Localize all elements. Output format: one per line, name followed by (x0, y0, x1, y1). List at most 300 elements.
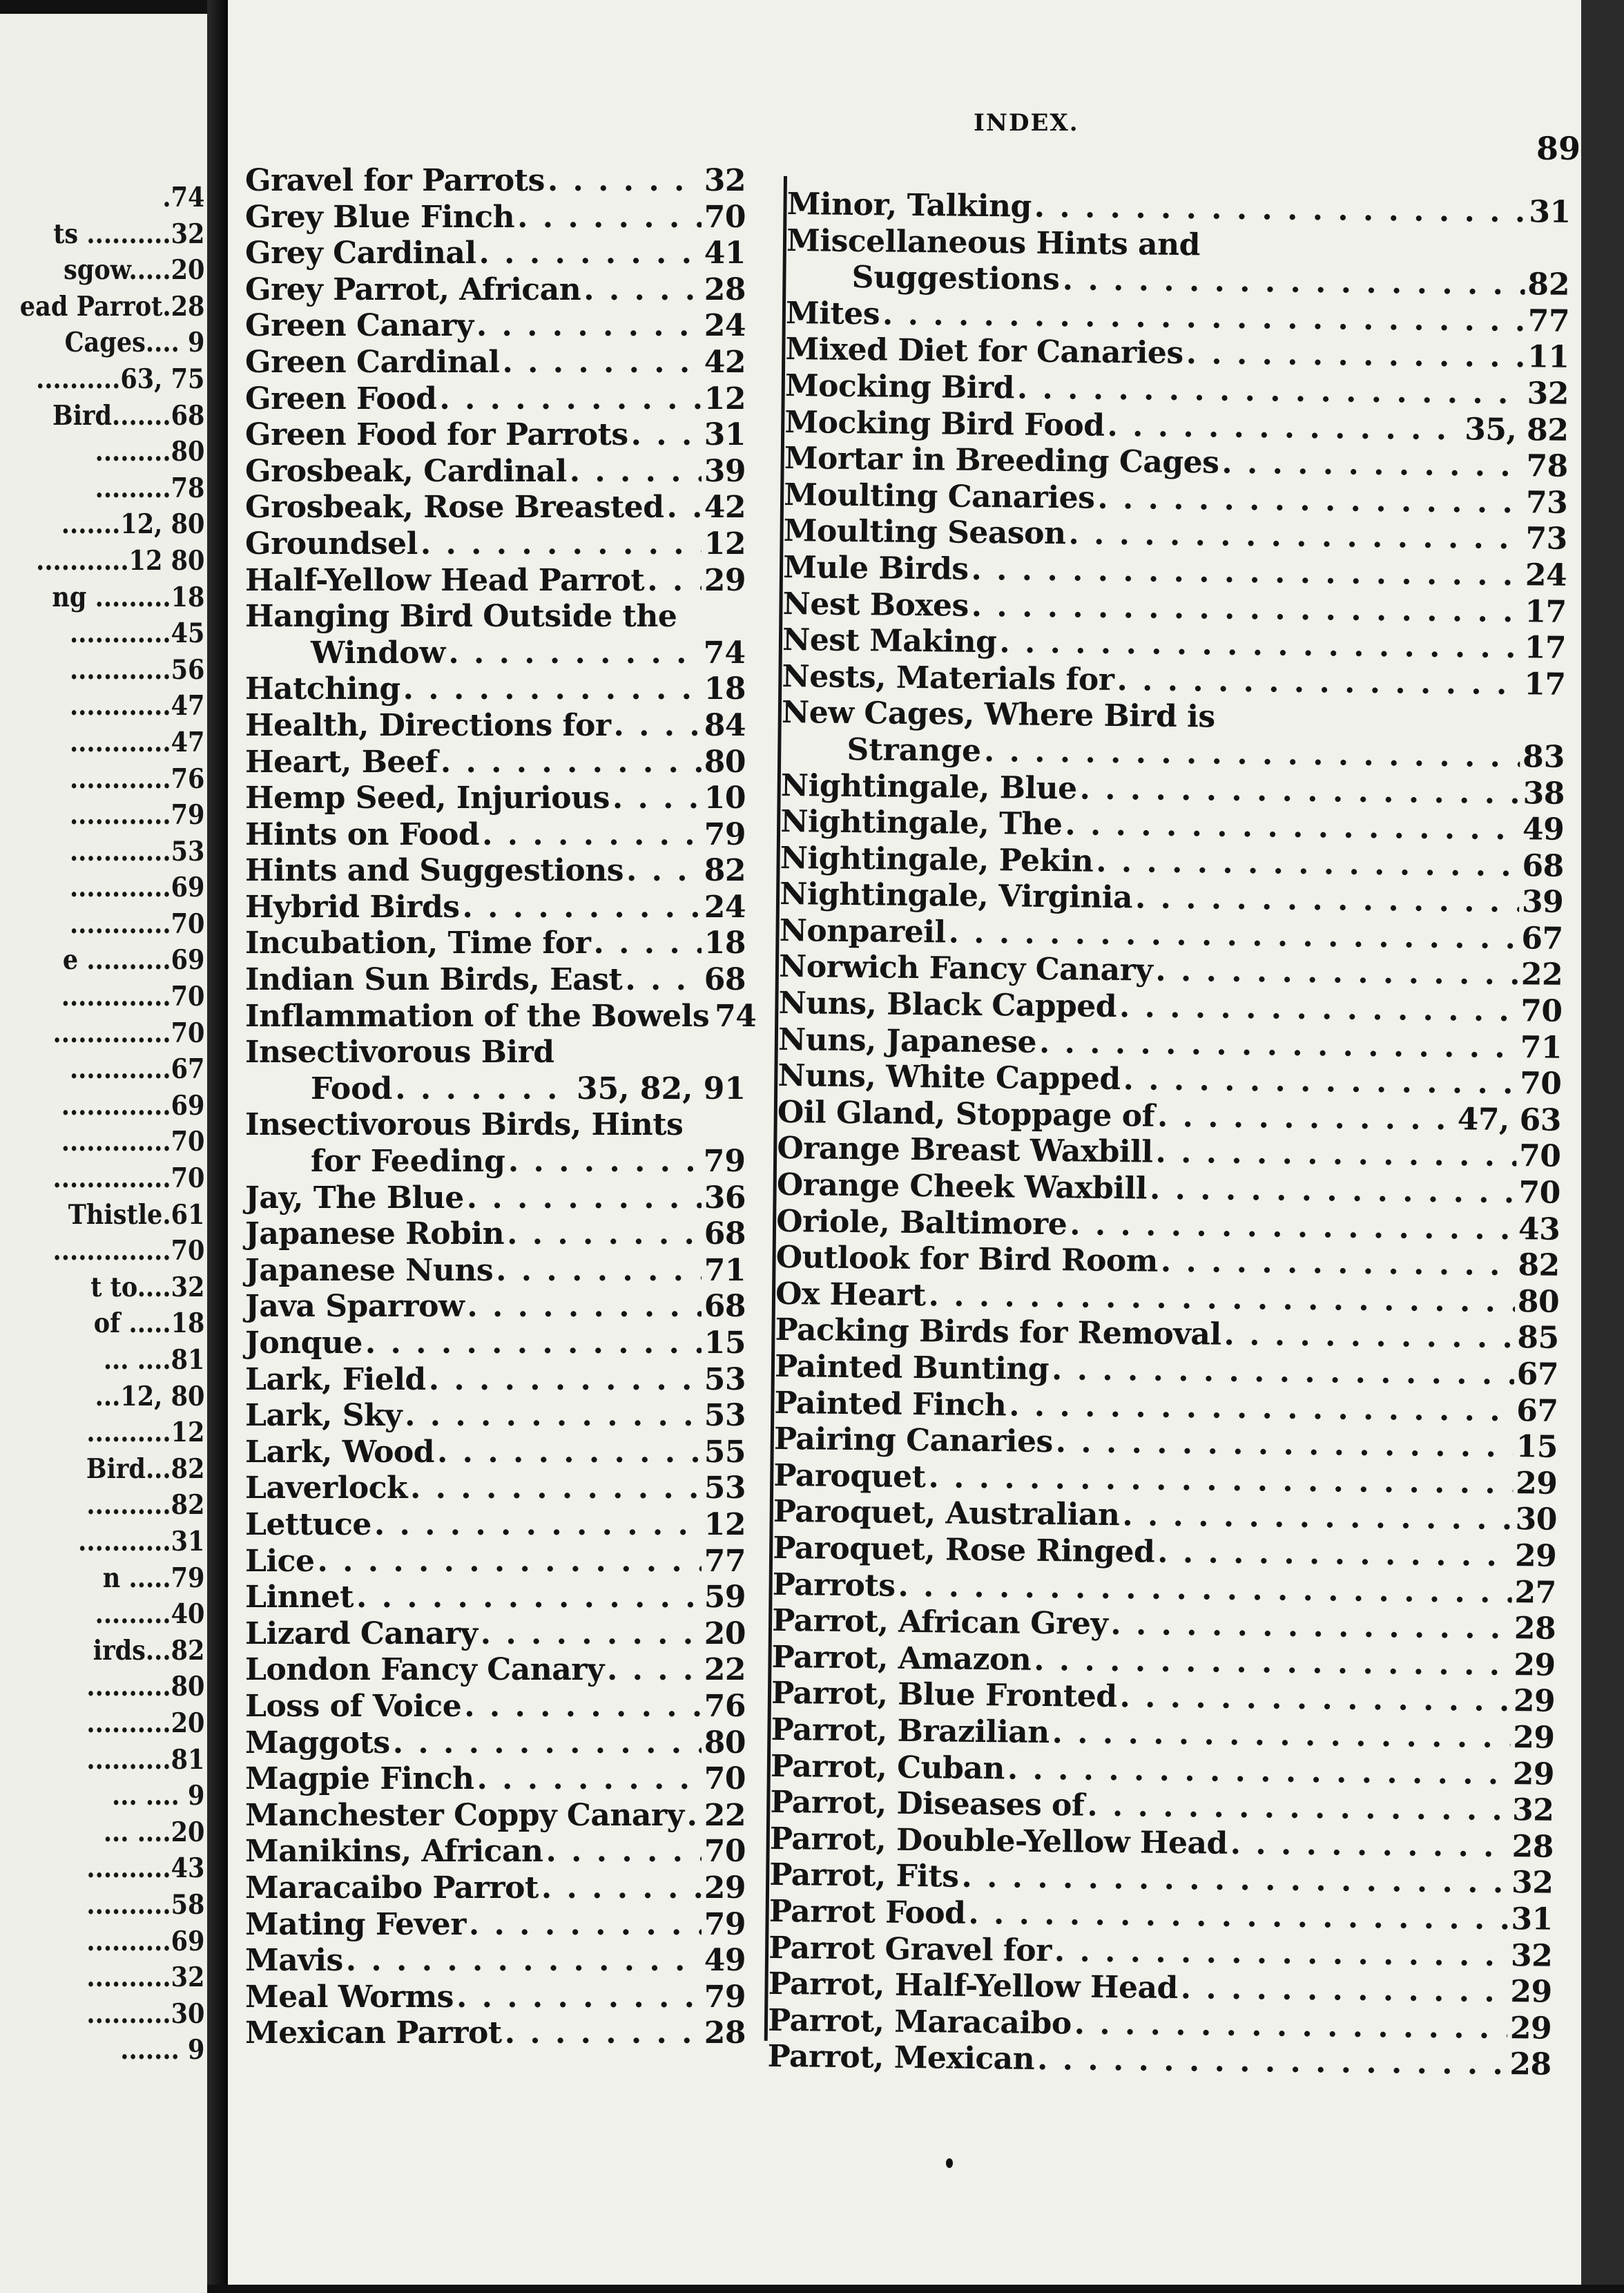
entry-page: 15 (704, 1325, 746, 1361)
entry-page: 53 (704, 1470, 746, 1506)
entry-name: Parrots (772, 1566, 896, 1604)
entry-page: 32 (1511, 1792, 1554, 1828)
dot-leader (1096, 843, 1520, 884)
dot-leader (507, 1216, 702, 1253)
dot-leader (614, 708, 702, 745)
entry-page: 29 (704, 1870, 746, 1906)
previous-page-entry-fragment: ............53 (69, 835, 204, 867)
ink-spot (946, 2158, 953, 2168)
dot-leader (517, 200, 702, 236)
dot-leader (410, 1470, 702, 1507)
entry-name: Indian Sun Birds, East (245, 962, 623, 998)
entry-page: 55 (704, 1434, 746, 1470)
entry-page: 31 (1529, 194, 1571, 230)
entry-page: 18 (704, 925, 746, 961)
entry-page: 67 (1516, 1356, 1559, 1392)
entry-name: Nightingale, Virginia (780, 876, 1133, 916)
previous-page-entry-fragment: ..........80 (86, 1671, 205, 1703)
index-entry (245, 780, 746, 817)
entry-name: Nonpareil (779, 912, 946, 950)
entry-name: Parrot, African Grey (771, 1603, 1108, 1642)
dot-leader (541, 1870, 702, 1907)
entry-page: 73 (1525, 484, 1568, 521)
index-entry (245, 1798, 746, 1834)
previous-page-entry-fragment: ............47 (69, 690, 204, 722)
entry-name: Suggestions (851, 260, 1061, 298)
entry-name: Painted Finch (774, 1385, 1007, 1423)
entry-page: 70 (704, 1834, 746, 1870)
entry-page: 67 (1521, 921, 1563, 957)
dot-leader (479, 236, 702, 272)
entry-page: 80 (1517, 1283, 1560, 1320)
entry-page: 17 (1524, 630, 1567, 666)
dot-leader (1161, 1244, 1516, 1284)
previous-page-entry-fragment: ............76 (69, 762, 204, 795)
entry-page: 59 (704, 1580, 746, 1615)
entry-name: Mexican Parrot (245, 2015, 502, 2051)
dot-leader (961, 1859, 1509, 1901)
dot-leader (612, 780, 702, 817)
index-entry (245, 1325, 746, 1362)
previous-page-entry-fragment: .........78 (95, 472, 204, 504)
entry-page: 38 (1522, 775, 1565, 812)
dot-leader (1054, 1933, 1509, 1974)
entry-page: 53 (704, 1361, 746, 1397)
previous-page-entry-fragment: ead Parrot.28 (19, 290, 204, 323)
dot-leader (583, 272, 702, 309)
dot-leader (317, 1544, 701, 1580)
index-entry (245, 1870, 746, 1907)
index-entry-continuation (245, 1144, 746, 1180)
dot-leader (481, 1616, 702, 1653)
previous-page-entry-fragment: ... ....20 (103, 1816, 204, 1848)
previous-page-entry-fragment: .............70 (61, 981, 204, 1013)
previous-page-entry-fragment: ..............70 (52, 1235, 204, 1267)
dot-leader (1034, 189, 1527, 231)
index-entry (245, 599, 746, 635)
index-entry (245, 308, 746, 345)
entry-page: 74 (703, 635, 746, 671)
entry-name: Oil Gland, Stoppage of (777, 1094, 1155, 1134)
entry-page: 10 (704, 780, 746, 816)
previous-page-entry-fragment: .74 (162, 182, 204, 213)
index-entry (245, 1979, 746, 2016)
index-entry-continuation (245, 1071, 746, 1108)
entry-name: Maracaibo Parrot (245, 1870, 539, 1906)
index-entry (245, 890, 746, 926)
entry-page: 12 (704, 526, 746, 562)
dot-leader (469, 1907, 702, 1944)
entry-name: Outlook for Bird Room (775, 1240, 1159, 1279)
index-entry (245, 563, 746, 599)
previous-page-entry-fragment: sgow.....20 (63, 254, 204, 287)
dot-leader (948, 914, 1518, 957)
entry-page: 28 (1509, 2046, 1552, 2083)
entry-page: 29 (1514, 1647, 1556, 1683)
entry-page: 29 (1512, 1756, 1555, 1792)
entry-name: Nuns, Japanese (777, 1021, 1037, 1060)
dot-leader (999, 624, 1522, 666)
index-entry (767, 2039, 1551, 2083)
entry-name: Parrot, Double-Yellow Head (769, 1821, 1228, 1861)
dot-leader (1155, 1135, 1516, 1175)
dot-leader (626, 853, 702, 890)
entry-name: Mocking Bird (784, 367, 1015, 406)
index-entry (245, 1435, 746, 1471)
entry-page: 76 (704, 1688, 746, 1724)
entry-name: Grey Blue Finch (245, 199, 515, 235)
dot-leader (1110, 1606, 1511, 1647)
dot-leader (508, 1144, 701, 1180)
entry-page: 32 (1511, 1865, 1554, 1901)
entry-name: Heart, Beef (245, 744, 438, 780)
entry-page: 11 (1527, 339, 1569, 376)
entry-page: 35, 82 (1464, 411, 1569, 448)
previous-page-entry-fragment: .......12, 80 (61, 508, 204, 541)
index-entry (245, 163, 746, 200)
entry-name: Lettuce (245, 1506, 371, 1542)
index-entry (245, 236, 746, 272)
entry-name: Painted Bunting (774, 1348, 1050, 1388)
dot-leader (1052, 1715, 1510, 1756)
entry-page: 70 (704, 199, 746, 235)
entry-page: 79 (703, 1144, 746, 1180)
entry-name: Parrot, Diseases of (770, 1784, 1085, 1823)
entry-page: 49 (1522, 812, 1565, 847)
entry-name: Java Sparrow (245, 1289, 465, 1325)
dot-leader (971, 552, 1522, 594)
entry-page: 35, 82, 91 (577, 1071, 746, 1106)
entry-name: Grosbeak, Cardinal (245, 453, 567, 489)
dot-leader (1221, 445, 1524, 485)
dot-leader (1007, 1751, 1510, 1792)
index-entry (245, 1362, 746, 1399)
entry-name: Nightingale, Pekin (780, 840, 1094, 879)
entry-page: 47, 63 (1457, 1102, 1562, 1138)
entry-page: 39 (1521, 884, 1564, 921)
index-entry (245, 2015, 746, 2052)
dot-leader (647, 563, 702, 599)
index-page (228, 0, 1581, 2285)
previous-page-entry-fragment: ..........32 (86, 1961, 205, 1994)
entry-name: Parrot, Fits (769, 1857, 959, 1895)
entry-page: 12 (704, 1506, 746, 1542)
entry-page: 79 (704, 1906, 746, 1942)
previous-page-entry-fragment: Bird...82 (86, 1452, 205, 1485)
entry-page: 68 (1522, 847, 1565, 884)
entry-name: Maggots (245, 1725, 390, 1760)
entry-name: Food (311, 1071, 393, 1106)
entry-page: 27 (1514, 1574, 1557, 1611)
entry-page: 74 (715, 998, 757, 1034)
index-entry (245, 454, 746, 490)
dot-leader (1186, 336, 1525, 376)
dot-leader (1037, 2042, 1507, 2083)
dot-leader (448, 635, 700, 672)
index-entry (245, 925, 746, 962)
dot-leader (420, 526, 702, 563)
entry-name: Parrot, Blue Fronted (771, 1676, 1117, 1715)
entry-name: Lark, Field (245, 1361, 426, 1397)
entry-page: 71 (704, 1252, 746, 1288)
index-entry (245, 1107, 746, 1144)
dot-leader (625, 962, 701, 999)
dot-leader (972, 588, 1522, 630)
entry-page: 31 (704, 417, 746, 453)
entry-page: 68 (704, 1216, 746, 1252)
entry-page: 67 (1516, 1392, 1558, 1429)
previous-page-entry-fragment: ............69 (69, 872, 204, 904)
index-entry (245, 1652, 746, 1689)
dot-leader (1074, 2006, 1508, 2046)
entry-page: 36 (704, 1180, 746, 1216)
dot-leader (1055, 1424, 1513, 1466)
entry-page: 85 (1517, 1320, 1559, 1356)
previous-page-entry-fragment: Bird.......68 (52, 399, 204, 432)
entry-name: Green Food (245, 381, 437, 416)
dot-leader (1224, 1317, 1514, 1356)
entry-page: 43 (1518, 1211, 1560, 1247)
previous-page-entry-fragment: ............79 (69, 799, 204, 832)
dot-leader (374, 1507, 702, 1544)
entry-name: Loss of Voice (245, 1688, 462, 1724)
previous-page-entry-fragment: ..........12 (86, 1417, 205, 1449)
dot-leader (505, 2015, 702, 2052)
dot-leader (548, 163, 702, 200)
index-entry (245, 417, 746, 454)
entry-page: 70 (1518, 1175, 1561, 1211)
previous-page-entry-fragment: ...........12 80 (35, 544, 204, 577)
dot-leader (631, 417, 702, 454)
entry-name: Magpie Finch (245, 1761, 474, 1797)
entry-page: 29 (1509, 2010, 1552, 2046)
entry-name: Strange (847, 731, 982, 769)
entry-name: Minor, Talking (786, 186, 1032, 224)
entry-page: 29 (1513, 1683, 1556, 1720)
index-entry-continuation (245, 635, 746, 672)
entry-page: 42 (704, 344, 746, 380)
entry-name: Nuns, Black Capped (778, 985, 1117, 1025)
entry-name: Half-Yellow Head Parrot (245, 562, 645, 598)
dot-leader (607, 1652, 702, 1689)
entry-name: London Fancy Canary (245, 1652, 604, 1688)
entry-page: 24 (704, 889, 746, 925)
dot-leader (467, 1289, 701, 1325)
dot-leader (1065, 807, 1520, 847)
dot-leader (1079, 771, 1520, 812)
index-column-2 (767, 186, 1571, 2084)
entry-page: 68 (704, 1289, 746, 1325)
dot-leader (1097, 480, 1523, 521)
entry-page: 29 (1510, 1974, 1552, 2010)
entry-name: Norwich Fancy Canary (778, 949, 1153, 989)
entry-page: 28 (704, 2015, 746, 2051)
index-entry (245, 1035, 746, 1071)
index-entry (245, 962, 746, 999)
index-entry (245, 345, 746, 381)
entry-page: 70 (1520, 993, 1563, 1029)
dot-leader (1123, 1062, 1517, 1102)
index-entry (245, 1289, 746, 1325)
previous-page-entry-fragment: ............47 (69, 726, 204, 758)
entry-name: Lark, Wood (245, 1434, 435, 1470)
index-entry (245, 490, 746, 526)
entry-page: 71 (1520, 1029, 1563, 1066)
index-entry (245, 1907, 746, 1944)
entry-name: Paroquet, Australian (773, 1494, 1120, 1533)
index-entry (245, 526, 746, 563)
entry-page: 22 (704, 1652, 746, 1688)
dot-leader (365, 1325, 702, 1362)
entry-name: Paroquet, Rose Ringed (773, 1530, 1155, 1570)
dot-leader (405, 1398, 702, 1435)
dot-leader (1017, 370, 1525, 412)
index-entry (245, 200, 746, 236)
entry-name: Hanging Bird Outside the (245, 599, 677, 635)
entry-name: Mavis (245, 1943, 343, 1979)
entry-name: Parrot, Maracaibo (767, 2002, 1072, 2042)
entry-name: Pairing Canaries (773, 1421, 1054, 1460)
entry-name: Linnet (245, 1580, 354, 1615)
previous-page-entry-fragment: ...12, 80 (95, 1380, 204, 1412)
entry-name: for Feeding (311, 1144, 505, 1180)
dot-leader (667, 490, 702, 526)
dot-leader (1150, 1171, 1516, 1211)
dot-leader (1119, 989, 1518, 1030)
entry-name: Oriole, Baltimore (776, 1203, 1067, 1242)
index-entry (245, 1725, 746, 1762)
entry-page: 30 (1515, 1502, 1558, 1538)
entry-name: Mortar in Breeding Cages (784, 441, 1219, 481)
index-entry (245, 272, 746, 309)
previous-page-entry-fragment: .........80 (95, 436, 204, 468)
entry-name: Parrot, Mexican (767, 2039, 1035, 2078)
entry-name: Grey Cardinal (245, 236, 476, 271)
dot-leader (441, 745, 702, 781)
entry-name: Japanese Robin (245, 1216, 505, 1252)
entry-name: Grey Parrot, African (245, 271, 581, 307)
entry-name: Green Food for Parrots (245, 417, 628, 453)
entry-page: 70 (704, 1761, 746, 1797)
dot-leader (928, 1278, 1515, 1320)
index-entry (245, 1580, 746, 1616)
previous-page-entry-fragment: ... .... 9 (111, 1780, 204, 1812)
index-entry (245, 1398, 746, 1435)
previous-page-entry-fragment: ............70 (69, 908, 204, 940)
dot-leader (570, 454, 702, 490)
entry-name: Groundsel (245, 526, 418, 562)
dot-leader (1052, 1352, 1514, 1393)
entry-page: 84 (704, 707, 746, 743)
dot-leader (1107, 407, 1462, 448)
entry-name: Japanese Nuns (245, 1252, 494, 1288)
dot-leader (346, 1943, 702, 1979)
previous-page-entry-fragment: t to....32 (90, 1271, 204, 1303)
entry-name: Miscellaneous Hints and (786, 222, 1201, 262)
dot-leader (467, 1180, 702, 1217)
entry-page: 78 (1526, 448, 1569, 485)
entry-name: Jonque (245, 1325, 362, 1361)
dot-leader (1135, 881, 1519, 921)
entry-name: Hemp Seed, Injurious (245, 780, 610, 816)
entry-page: 22 (704, 1797, 746, 1833)
previous-page-entry-fragment: ...........31 (77, 1525, 205, 1557)
dot-leader (898, 1568, 1512, 1611)
index-entry (245, 1544, 746, 1580)
entry-page: 32 (1510, 1937, 1553, 1974)
previous-page-entry-fragment: ..........81 (86, 1743, 205, 1776)
entry-page: 18 (704, 671, 746, 707)
dot-leader (482, 817, 702, 854)
previous-page-entry-fragment: ..........58 (86, 1888, 205, 1921)
dot-leader (437, 1435, 702, 1471)
entry-name: Orange Breast Waxbill (777, 1131, 1153, 1171)
entry-name: Hints and Suggestions (245, 853, 624, 889)
dot-leader (395, 1071, 574, 1108)
previous-page-entry-fragment: ..........43 (86, 1852, 205, 1885)
entry-page: 20 (704, 1615, 746, 1651)
entry-page: 31 (1511, 1901, 1554, 1937)
dot-leader (1087, 1788, 1509, 1829)
entry-name: Mocking Bird Food (784, 404, 1105, 443)
entry-name: Mating Fever (245, 1906, 466, 1942)
entry-page: 28 (704, 271, 746, 307)
index-entry (245, 745, 746, 781)
entry-page: 29 (1514, 1538, 1557, 1574)
entry-name: Parrot, Half-Yellow Head (768, 1966, 1179, 2006)
entry-page: 32 (1527, 376, 1569, 412)
previous-page-entry-fragment: ............67 (69, 1053, 204, 1086)
entry-name: Window (311, 635, 446, 671)
dot-leader (1009, 1388, 1514, 1429)
previous-page-entry-fragment: n .....79 (102, 1562, 204, 1594)
previous-page-entry-fragment: e ..........69 (62, 944, 204, 977)
dot-leader (477, 1761, 702, 1798)
entry-name: Parrot, Amazon (771, 1639, 1032, 1678)
entry-page: 22 (1520, 957, 1563, 993)
entry-name: Parrot Gravel for (768, 1930, 1052, 1968)
previous-page-entry-fragment: ..............70 (52, 1017, 204, 1049)
index-entry (245, 1943, 746, 1979)
previous-page-entry-fragment: ............45 (69, 617, 204, 650)
index-column-1 (245, 163, 757, 2052)
entry-name: Ox Heart (775, 1276, 926, 1314)
entry-name: Hybrid Birds (245, 889, 460, 925)
dot-leader (1155, 953, 1518, 993)
previous-page-fragment (0, 14, 207, 2293)
entry-name: Nests, Materials for (782, 658, 1114, 698)
entry-page: 82 (1527, 267, 1570, 303)
entry-name: Lark, Sky (245, 1398, 403, 1434)
entry-page: 49 (704, 1943, 746, 1979)
entry-name: Parrot, Brazilian (771, 1711, 1050, 1751)
index-entry (245, 1216, 746, 1253)
entry-page: 68 (704, 962, 746, 998)
dot-leader (546, 1834, 702, 1870)
index-entry (245, 998, 757, 1035)
entry-name: Incubation, Time for (245, 925, 591, 961)
entry-name: Health, Directions for (245, 707, 611, 743)
previous-page-entry-fragment: .............69 (61, 1089, 204, 1122)
dot-leader (356, 1580, 702, 1616)
entry-page: 29 (1515, 1465, 1558, 1502)
dot-leader (928, 1459, 1513, 1502)
dot-leader (1068, 517, 1523, 557)
previous-page-entry-fragment: ..........69 (86, 1925, 205, 1957)
entry-page: 17 (1525, 593, 1567, 630)
dot-leader (687, 1798, 702, 1834)
previous-page-entry-fragment: Cages.... 9 (64, 327, 205, 359)
